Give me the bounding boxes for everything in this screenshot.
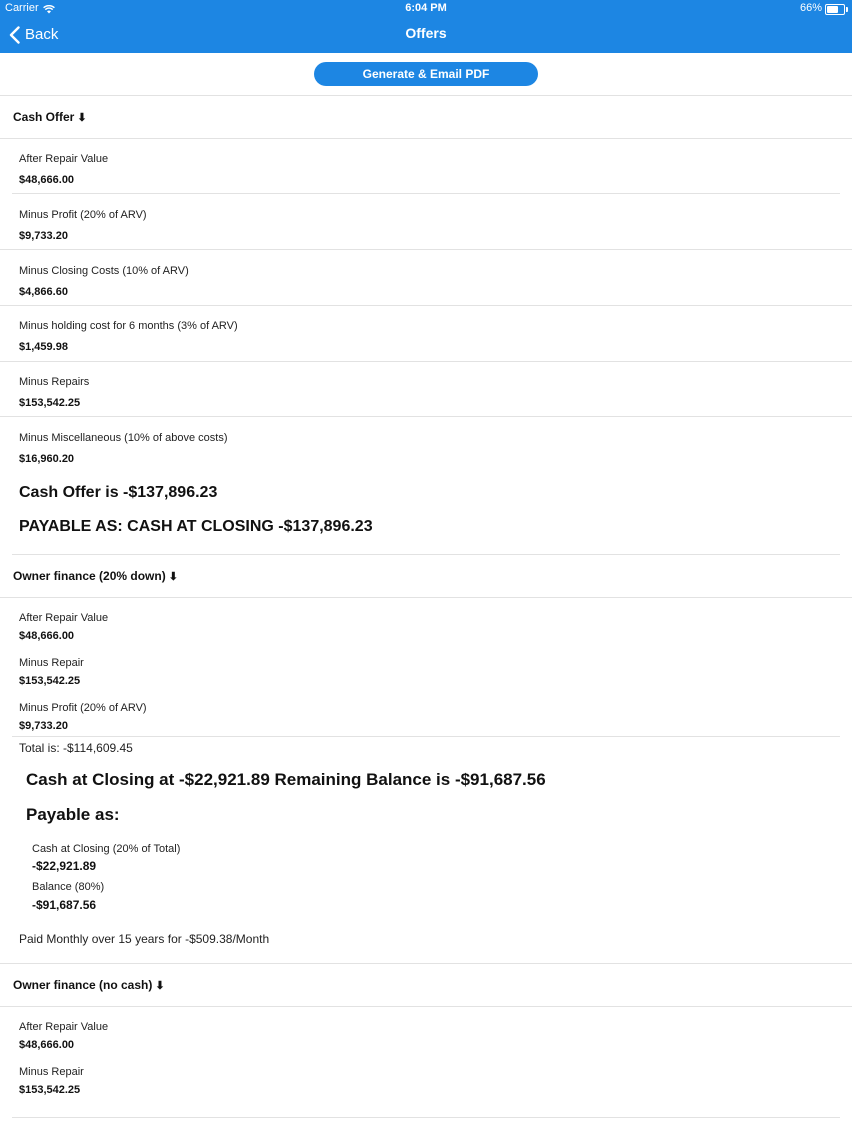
- carrier-label: Carrier: [5, 2, 39, 14]
- section-title: Owner finance (20% down): [13, 569, 166, 583]
- down-arrow-icon: ⬇: [77, 112, 87, 124]
- payable-value: -$91,687.56: [32, 898, 97, 912]
- row-value: $4,866.60: [19, 286, 68, 298]
- navigation-bar: [0, 0, 852, 53]
- row-label: Minus Profit (20% of ARV): [19, 209, 147, 221]
- row-value: $153,542.25: [19, 1084, 81, 1096]
- divider: [0, 963, 852, 964]
- row-label: Minus Profit (20% of ARV): [19, 702, 147, 714]
- owner-finance-no-cash-header[interactable]: [13, 977, 165, 994]
- divider: [0, 138, 852, 139]
- row-value: $153,542.25: [19, 675, 81, 687]
- divider: [0, 305, 852, 306]
- cash-offer-header[interactable]: [13, 109, 87, 126]
- divider: [12, 193, 840, 194]
- divider: [12, 1117, 840, 1118]
- status-bar: [0, 0, 852, 18]
- row-value: $48,666.00: [19, 630, 75, 642]
- down-arrow-icon: ⬇: [155, 980, 165, 992]
- divider: [0, 597, 852, 598]
- page-title: Offers: [405, 25, 447, 41]
- section-title: Owner finance (no cash): [13, 978, 153, 992]
- row-label: After Repair Value: [19, 153, 109, 165]
- row-value: $16,960.20: [19, 453, 75, 465]
- divider: [0, 1006, 852, 1007]
- payable-as-heading: Payable as:: [26, 805, 120, 824]
- row-value: $9,733.20: [19, 230, 68, 242]
- battery-percentage: 66%: [799, 2, 822, 14]
- payable-label: Cash at Closing (20% of Total): [32, 843, 181, 855]
- battery-icon: [825, 4, 845, 15]
- generate-email-pdf-button[interactable]: Generate & Email PDF: [314, 62, 538, 86]
- divider: [0, 416, 852, 417]
- row-value: $1,459.98: [19, 341, 68, 353]
- payable-label: Balance (80%): [32, 881, 105, 893]
- section-title: Cash Offer: [13, 110, 75, 124]
- down-arrow-icon: ⬇: [168, 571, 178, 583]
- divider: [12, 736, 840, 737]
- row-label: After Repair Value: [19, 612, 109, 624]
- owner-finance-20-header[interactable]: [13, 568, 178, 585]
- owner-finance-total: Total is: -$114,609.45: [19, 741, 133, 755]
- row-value: $48,666.00: [19, 174, 75, 186]
- row-label: Minus Repairs: [19, 376, 90, 388]
- payable-value: -$22,921.89: [32, 859, 97, 873]
- cash-offer-payable: PAYABLE AS: CASH AT CLOSING -$137,896.23: [19, 518, 373, 535]
- row-value: $9,733.20: [19, 720, 68, 732]
- divider: [0, 95, 852, 96]
- row-value: $153,542.25: [19, 397, 81, 409]
- divider: [0, 361, 852, 362]
- row-label: Minus Closing Costs (10% of ARV): [19, 265, 189, 277]
- row-label: Minus holding cost for 6 months (3% of ARV): [19, 320, 238, 332]
- row-label: After Repair Value: [19, 1021, 109, 1033]
- back-button-label: Back: [25, 26, 59, 43]
- row-label: Minus Repair: [19, 657, 84, 669]
- clock: 6:04 PM: [405, 2, 447, 14]
- cash-offer-summary: Cash Offer is -$137,896.23: [19, 484, 218, 501]
- row-label: Minus Repair: [19, 1066, 84, 1078]
- divider: [12, 554, 840, 555]
- monthly-payment: Paid Monthly over 15 years for -$509.38/Month: [19, 932, 270, 946]
- row-label: Minus Miscellaneous (10% of above costs): [19, 432, 228, 444]
- row-value: $48,666.00: [19, 1039, 75, 1051]
- divider: [0, 249, 852, 250]
- owner-finance-headline: Cash at Closing at -$22,921.89 Remaining Balance is -$91,687.56: [26, 770, 546, 789]
